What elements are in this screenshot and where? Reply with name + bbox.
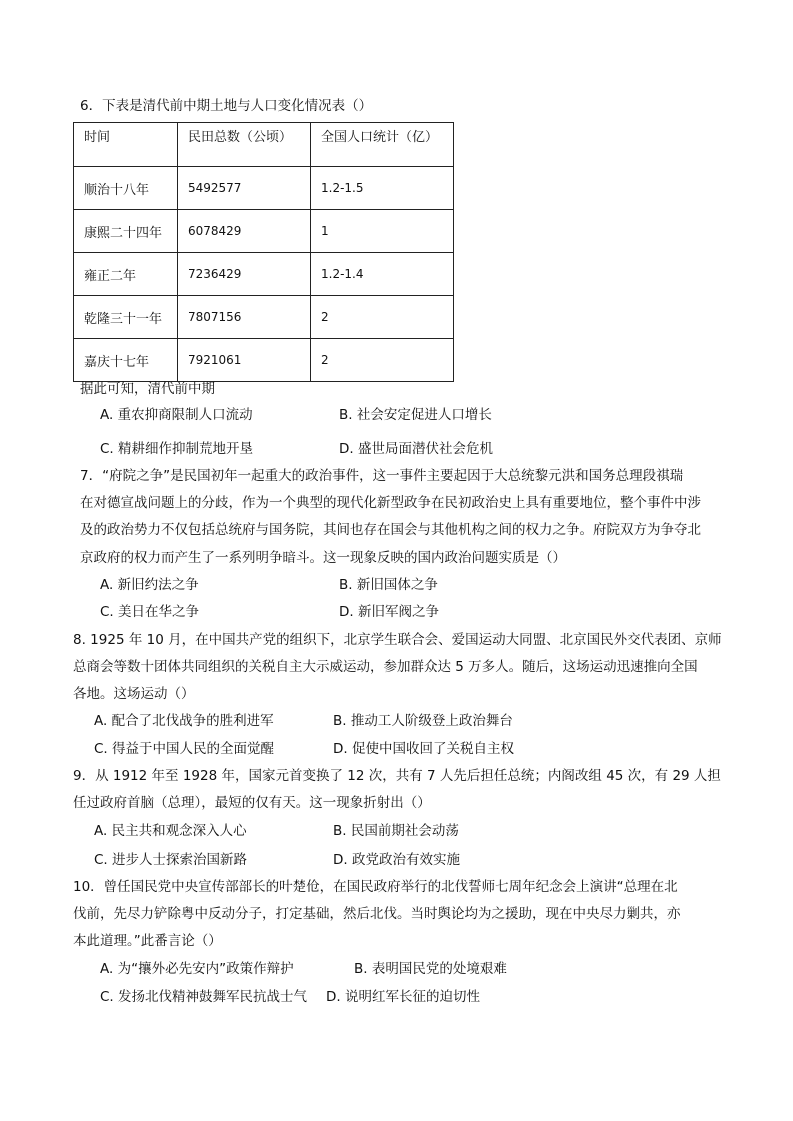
q6-option-c[interactable]: C. 精耕细作抑制荒地开垦 xyxy=(100,441,254,457)
q7-line: 京政府的权力而产生了一系列明争暗斗。这一现象反映的国内政治问题实质是（） xyxy=(80,550,566,566)
q9-option-b[interactable]: B. 民国前期社会动荡 xyxy=(333,823,459,839)
q7-option-d[interactable]: D. 新旧军阀之争 xyxy=(339,604,439,620)
q7-line: 及的政治势力不仅包括总统府与国务院，其间也存在国会与其他机构之间的权力之争。府院双方为争夺北 xyxy=(80,522,701,538)
q10-line: 10．曾任国民党中央宣传部部长的叶楚伧，在国民政府举行的北伐誓师七周年纪念会上演讲“总理在北 xyxy=(73,879,678,895)
q6-lead: 据此可知，清代前中期 xyxy=(80,381,215,397)
cell-time: 康熙二十四年 xyxy=(74,210,178,253)
cell-land: 7921061 xyxy=(178,339,311,382)
q8-line: 各地。这场运动（） xyxy=(73,686,195,702)
table-row xyxy=(74,253,454,296)
header-population: 全国人口统计（亿） xyxy=(311,123,454,167)
table-row xyxy=(74,296,454,339)
cell-time: 雍正二年 xyxy=(74,253,178,296)
q7-option-b[interactable]: B. 新旧国体之争 xyxy=(339,577,438,593)
cell-land: 5492577 xyxy=(178,167,311,210)
q10-line: 伐前，先尽力铲除粤中反动分子，打定基础，然后北伐。当时舆论均为之援助，现在中央尽力剿共，亦 xyxy=(73,906,681,922)
q10-line: 本此道理。”此番言论（） xyxy=(73,933,222,949)
q6-option-d[interactable]: D. 盛世局面潜伏社会危机 xyxy=(339,441,493,457)
q10-option-a[interactable]: A. 为“攘外必先安内”政策作辩护 xyxy=(100,961,294,977)
q8-option-a[interactable]: A. 配合了北伐战争的胜利进军 xyxy=(94,713,274,729)
q8-option-d[interactable]: D. 促使中国收回了关税自主权 xyxy=(333,741,514,757)
cell-population: 2 xyxy=(311,296,454,339)
cell-population: 1.2-1.5 xyxy=(311,167,454,210)
cell-time: 嘉庆十七年 xyxy=(74,339,178,382)
q9-line: 9．从 1912 年至 1928 年，国家元首变换了 12 次，共有 7 人先后担任总统；内阁改组 45 次，有 29 人担 xyxy=(73,768,721,784)
header-land: 民田总数（公顷） xyxy=(178,123,311,167)
q8-option-b[interactable]: B. 推动工人阶级登上政治舞台 xyxy=(333,713,513,729)
q9-line: 任过政府首脑（总理），最短的仅有天。这一现象折射出（） xyxy=(73,795,431,811)
cell-land: 6078429 xyxy=(178,210,311,253)
q8-line: 总商会等数十团体共同组织的关税自主大示威运动，参加群众达 5 万多人。随后，这场运动迅速推向全国 xyxy=(73,659,698,675)
q9-option-d[interactable]: D. 政党政治有效实施 xyxy=(333,852,460,868)
cell-population: 1 xyxy=(311,210,454,253)
table-row xyxy=(74,167,454,210)
table-header-row xyxy=(74,123,454,167)
table-row xyxy=(74,210,454,253)
q6-option-b[interactable]: B. 社会安定促进人口增长 xyxy=(339,407,492,423)
cell-population: 1.2-1.4 xyxy=(311,253,454,296)
land-population-table xyxy=(73,122,454,382)
cell-land: 7807156 xyxy=(178,296,311,339)
q6-option-a[interactable]: A. 重农抑商限制人口流动 xyxy=(100,407,253,423)
q9-option-c[interactable]: C. 进步人士探索治国新路 xyxy=(94,852,248,868)
q8-option-c[interactable]: C. 得益于中国人民的全面觉醒 xyxy=(94,741,275,757)
q10-option-c[interactable]: C. 发扬北伐精神鼓舞军民抗战士气 xyxy=(100,989,308,1005)
q6-stem: 6．下表是清代前中期土地与人口变化情况表（） xyxy=(80,98,373,114)
q7-option-a[interactable]: A. 新旧约法之争 xyxy=(100,577,199,593)
q10-option-d[interactable]: D. 说明红军长征的迫切性 xyxy=(326,989,480,1005)
cell-time: 乾隆三十一年 xyxy=(74,296,178,339)
q7-option-c[interactable]: C. 美日在华之争 xyxy=(100,604,200,620)
q8-line: 8. 1925 年 10 月，在中国共产党的组织下，北京学生联合会、爱国运动大同盟、北京国民外交代表团、京师 xyxy=(73,632,722,648)
header-time: 时间 xyxy=(74,123,178,167)
cell-land: 7236429 xyxy=(178,253,311,296)
q7-line: 在对德宣战问题上的分歧，作为一个典型的现代化新型政争在民初政治史上具有重要地位，整个事件中涉 xyxy=(80,495,701,511)
q10-option-b[interactable]: B. 表明国民党的处境艰难 xyxy=(354,961,507,977)
q7-line: 7．“府院之争”是民国初年一起重大的政治事件，这一事件主要起因于大总统黎元洪和国务总理段祺瑞 xyxy=(80,468,684,484)
cell-population: 2 xyxy=(311,339,454,382)
q9-option-a[interactable]: A. 民主共和观念深入人心 xyxy=(94,823,247,839)
table-row xyxy=(74,339,454,382)
cell-time: 顺治十八年 xyxy=(74,167,178,210)
